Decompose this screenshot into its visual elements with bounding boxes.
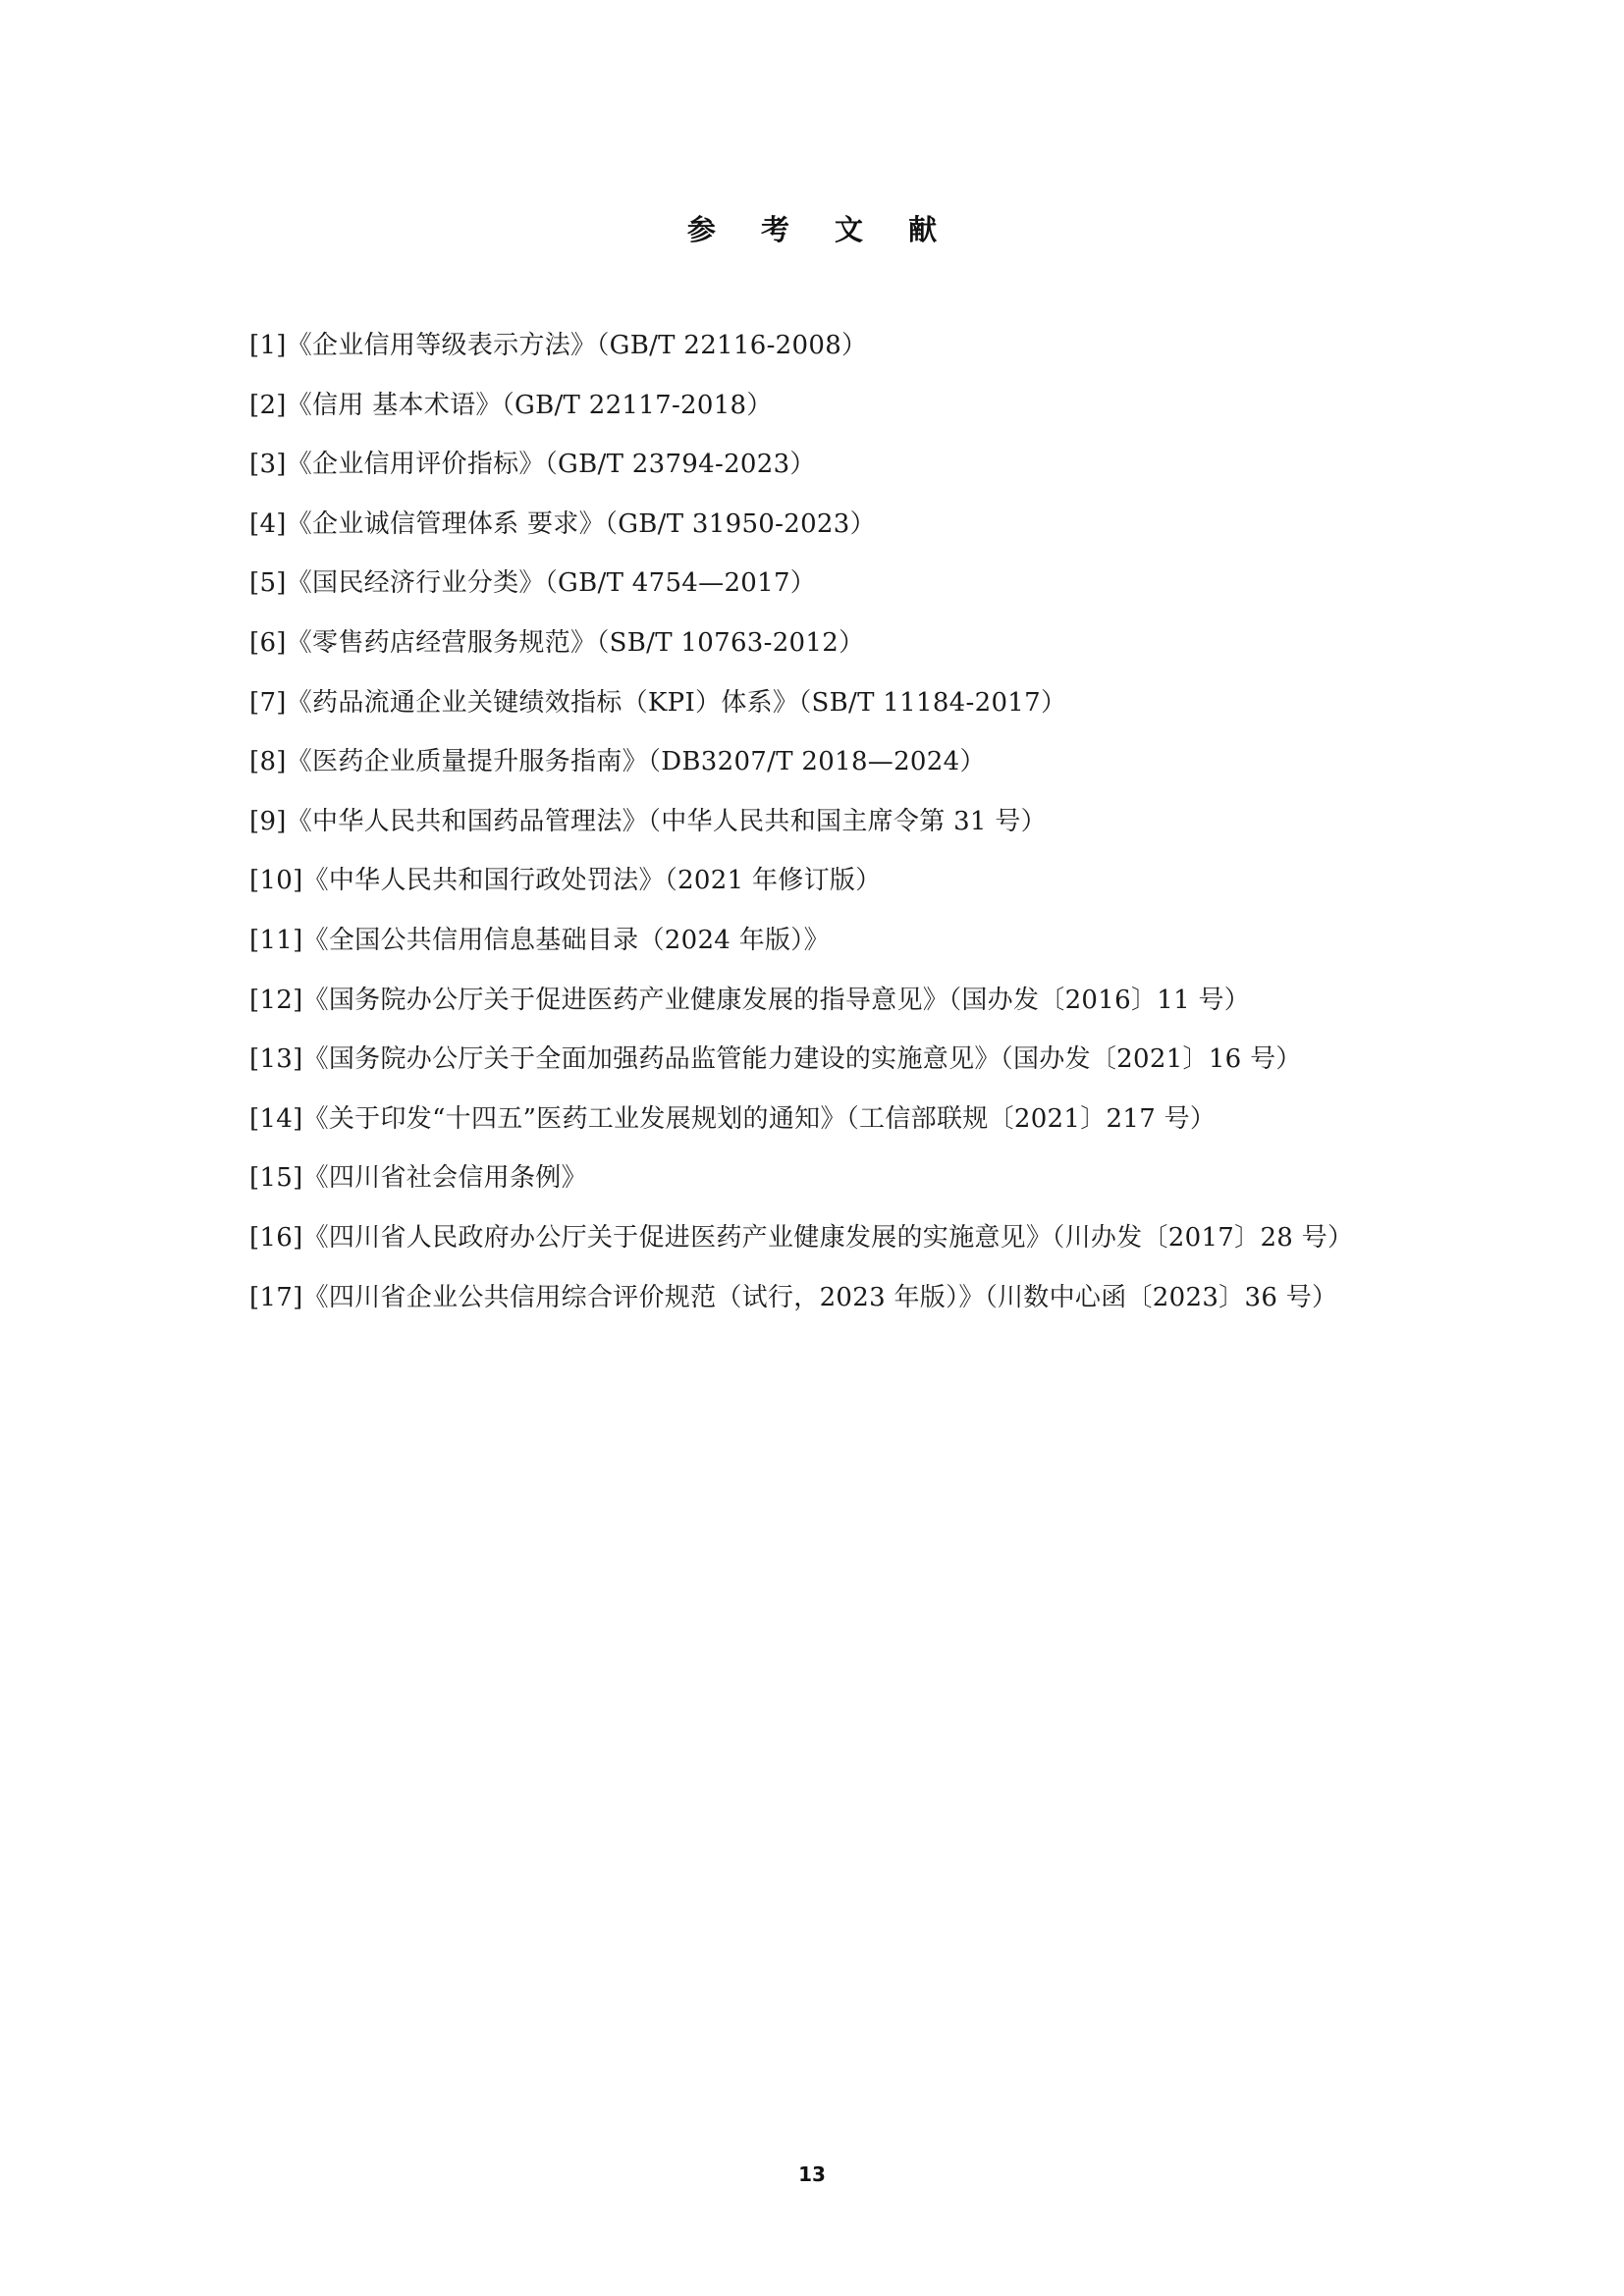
reference-item-2: [2]《信用 基本术语》（GB/T 22117-2018）	[249, 390, 773, 420]
reference-item-14: [14]《关于印发“十四五”医药工业发展规划的通知》（工信部联规〔2021〕217 号）	[249, 1103, 1217, 1134]
reference-item-6: [6]《零售药店经营服务规范》（SB/T 10763-2012）	[249, 627, 865, 658]
references-title: 参 考 文 献	[686, 213, 955, 246]
reference-item-10: [10]《中华人民共和国行政处罚法》（2021 年修订版）	[249, 866, 882, 896]
reference-item-17: [17]《四川省企业公共信用综合评价规范（试行，2023 年版）》（川数中心函〔2023〕36 号）	[249, 1282, 1338, 1312]
reference-item-9: [9]《中华人民共和国药品管理法》（中华人民共和国主席令第 31 号）	[249, 806, 1047, 836]
reference-item-7: [7]《药品流通企业关键绩效指标（KPI）体系》（SB/T 11184-2017）	[249, 687, 1067, 718]
reference-item-1: [1]《企业信用等级表示方法》（GB/T 22116-2008）	[249, 331, 868, 360]
reference-item-3: [3]《企业信用评价指标》（GB/T 23794-2023）	[249, 450, 816, 480]
reference-item-11: [11]《全国公共信用信息基础目录（2024 年版）》	[249, 925, 830, 955]
reference-item-15: [15]《四川省社会信用条例》	[249, 1163, 587, 1194]
references-list	[249, 324, 1390, 1335]
reference-item-4: [4]《企业诚信管理体系 要求》（GB/T 31950-2023）	[249, 508, 876, 539]
reference-item-5: [5]《国民经济行业分类》（GB/T 4754—2017）	[249, 568, 817, 599]
reference-item-13: [13]《国务院办公厅关于全面加强药品监管能力建设的实施意见》（国办发〔2021〕16 号）	[249, 1044, 1302, 1075]
reference-item-8: [8]《医药企业质量提升服务指南》（DB3207/T 2018—2024）	[249, 747, 986, 777]
reference-item-16: [16]《四川省人民政府办公厅关于促进医药产业健康发展的实施意见》（川办发〔2017〕28 号）	[249, 1222, 1354, 1253]
reference-item-12: [12]《国务院办公厅关于促进医药产业健康发展的指导意见》（国办发〔2016〕11 号）	[249, 985, 1251, 1015]
page-number: 13	[798, 2163, 826, 2186]
